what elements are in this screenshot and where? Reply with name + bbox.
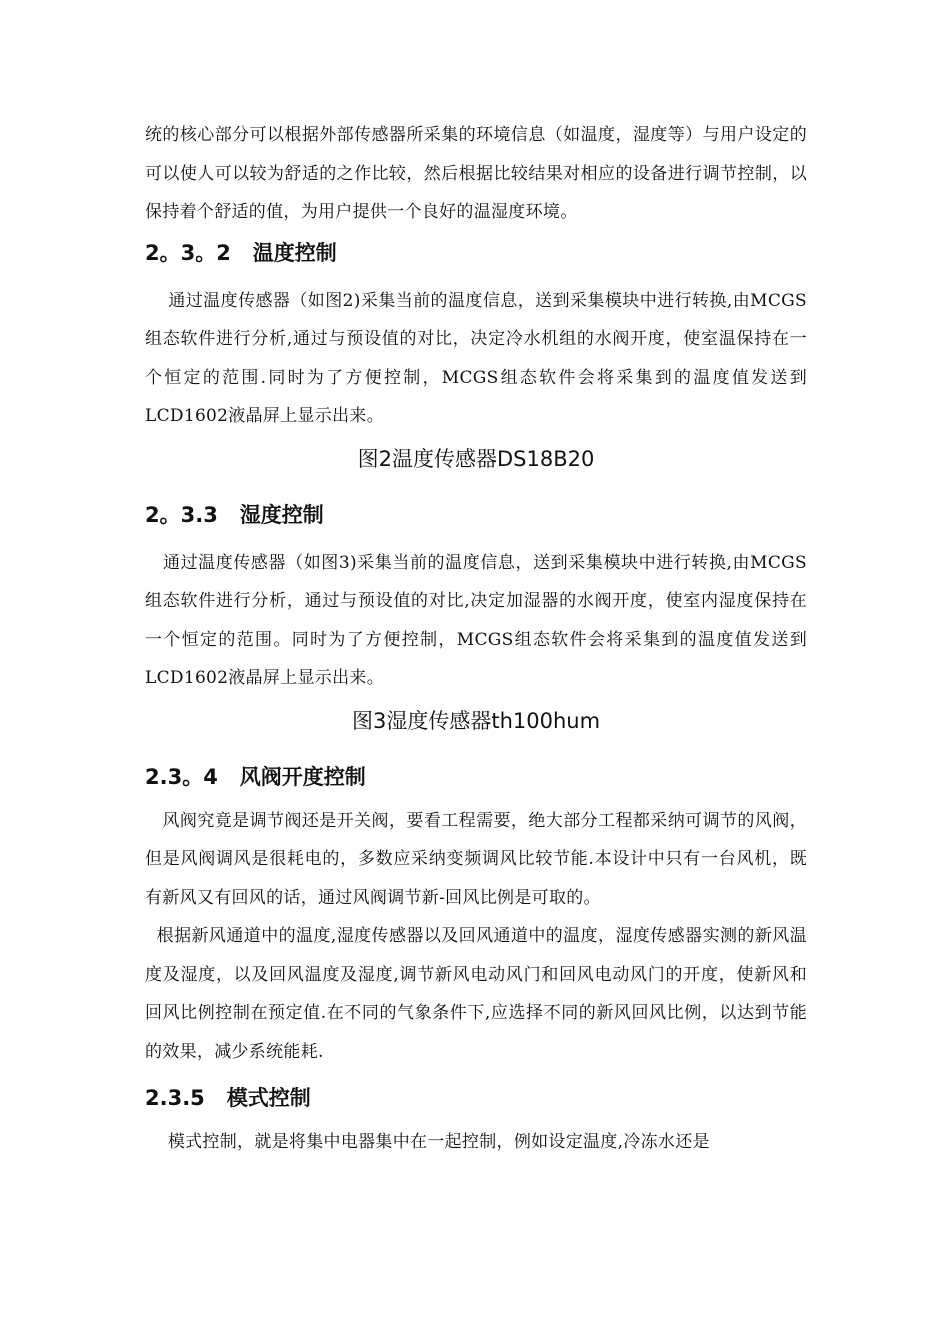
figure-2-caption: 图2温度传感器DS18B20	[357, 446, 595, 471]
temperature-control-paragraph: 通过温度传感器（如图2)采集当前的温度信息，送到采集模块中进行转换,由MCGS组态软件进行分析,通过与预设值的对比，决定冷水机组的水阀开度，使室温保持在一个恒定的范围.同时为了方便控制，MCGS组态软件会将采集到的温度值发送到LCD1602液晶屏上显示出来。	[145, 290, 807, 426]
document-body	[145, 116, 807, 1162]
section-heading-2-3-2: 2。3。2 温度控制	[145, 240, 337, 265]
section-heading-2-3-5: 2.3.5 模式控制	[145, 1086, 311, 1110]
damper-control-paragraph-1: 风阀究竟是调节阀还是开关阀，要看工程需要，绝大部分工程都采纳可调节的风阀，但是风阀调风是很耗电的，多数应采纳变频调风比较节能.本设计中只有一台风机，既有新风又有回风的话，通过风阀调节新-回风比例是可取的。	[145, 810, 807, 908]
intro-paragraph: 统的核心部分可以根据外部传感器所采集的环境信息（如温度，湿度等）与用户设定的可以使人可以较为舒适的之作比较，然后根据比较结果对相应的设备进行调节控制，以保持着个舒适的值，为用户提供一个良好的温湿度环境。	[145, 125, 807, 222]
section-heading-2-3-3: 2。3.3 湿度控制	[145, 502, 324, 527]
damper-control-paragraph-2: 根据新风通道中的温度,湿度传感器以及回风通道中的温度，湿度传感器实测的新风温度及湿度，以及回风温度及湿度,调节新风电动风门和回风电动风门的开度，使新风和回风比例控制在预定值.在不同的气象条件下,应选择不同的新风回风比例，以达到节能的效果，减少系统能耗.	[145, 926, 807, 1062]
humidity-control-paragraph: 通过温度传感器（如图3)采集当前的温度信息，送到采集模块中进行转换,由MCGS组态软件进行分析，通过与预设值的对比,决定加湿器的水阀开度，使室内湿度保持在一个恒定的范围。同时为了方便控制，MCGS组态软件会将采集到的温度值发送到LCD1602液晶屏上显示出来。	[145, 552, 807, 688]
section-heading-2-3-4: 2.3。4 风阀开度控制	[145, 764, 366, 789]
figure-3-caption: 图3湿度传感器th100hum	[351, 708, 601, 733]
mode-control-paragraph: 模式控制，就是将集中电器集中在一起控制，例如设定温度,冷冻水还是	[145, 1132, 710, 1152]
